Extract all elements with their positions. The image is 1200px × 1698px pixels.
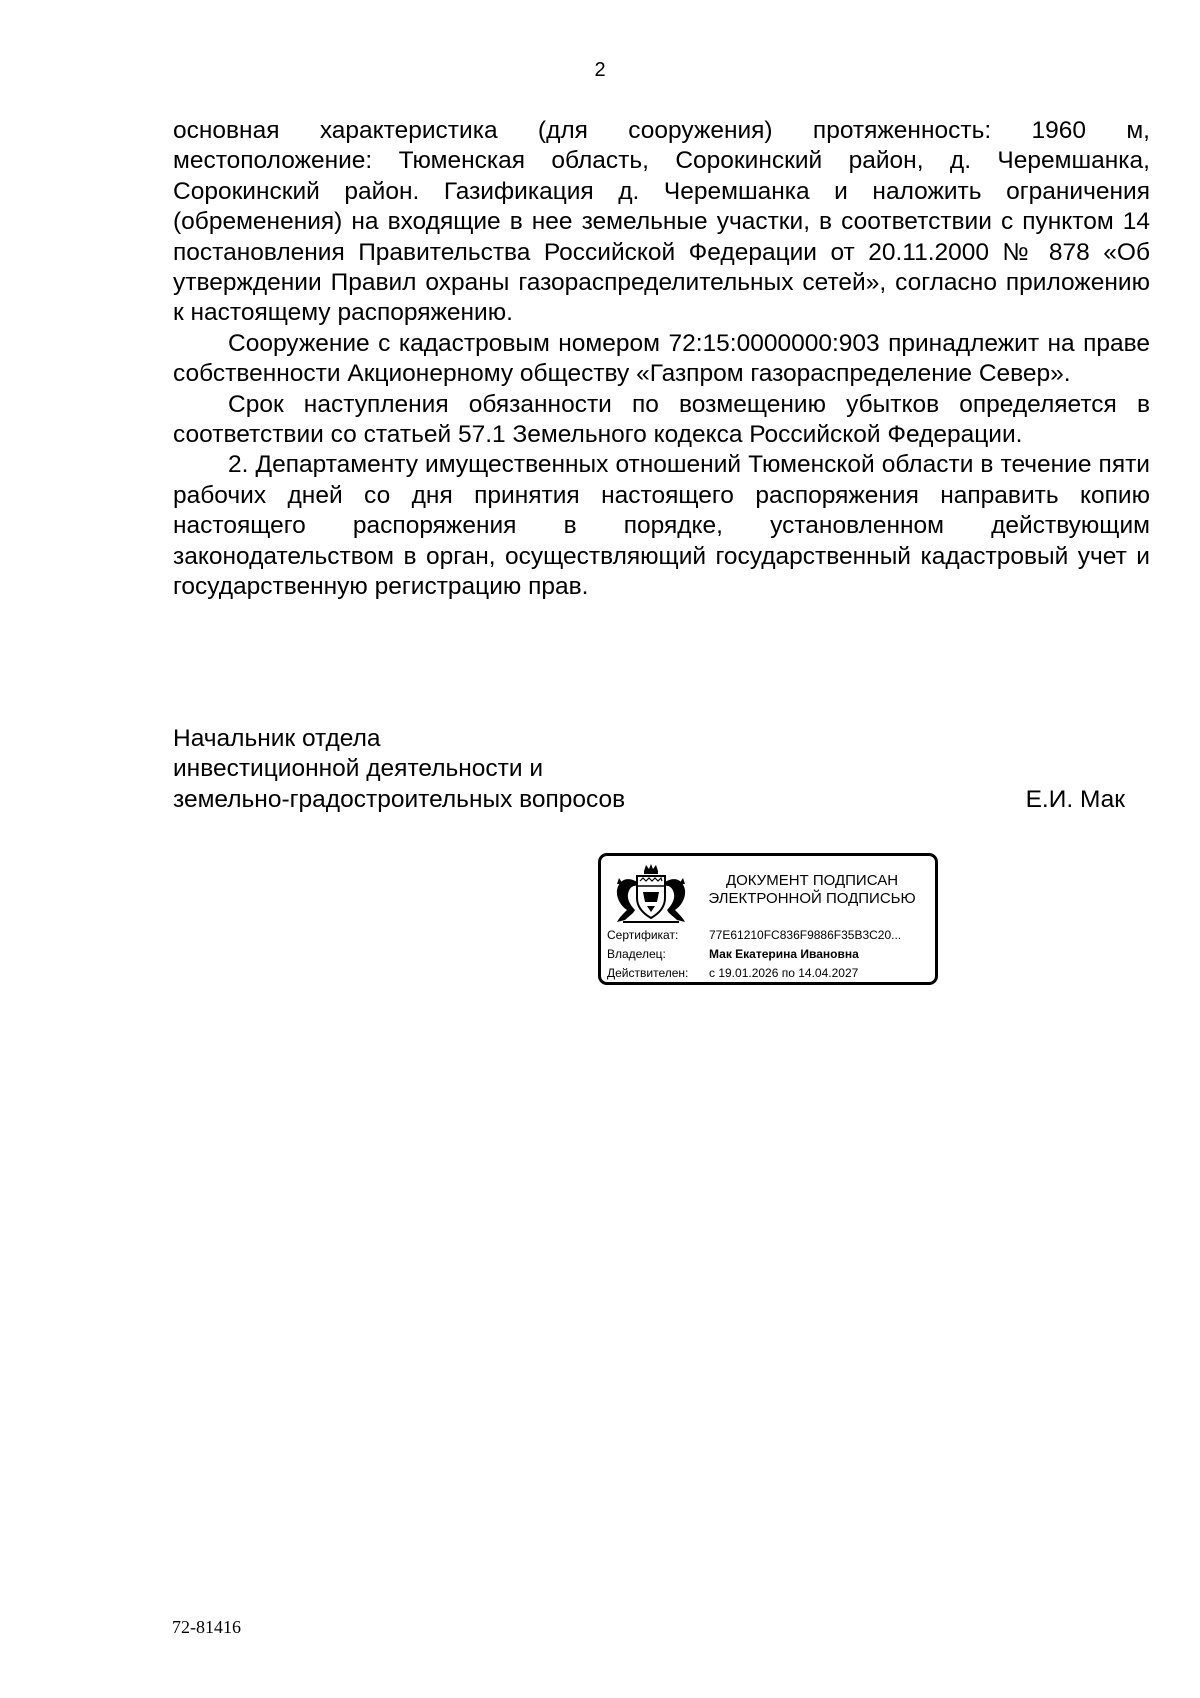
signer-title-line-2: инвестиционной деятельности и [173,755,544,783]
stamp-validity-label: Действителен: [607,966,689,980]
stamp-certificate-row [607,926,937,945]
paragraph-compensation-term: Срок наступления обязанности по возмещению убытков определяется в соответствии со статьей 57.1 Земельного кодекса Российской Федерации. [173,390,1150,449]
stamp-heading-line-2: ЭЛЕКТРОННОЙ ПОДПИСЬЮ [708,890,916,907]
stamp-validity-row [607,964,937,983]
page-number: 2 [594,59,606,81]
stamp-heading [697,872,927,908]
signer-title-line-3: земельно-градостроительных вопросов [173,785,626,813]
stamp-owner-label: Владелец: [607,947,666,961]
stamp-heading-line-1: ДОКУМЕНТ ПОДПИСАН [725,872,899,889]
stamp-certificate-value: 77E61210FC836F9886F35B3C20... [709,928,902,942]
stamp-owner-value: Мак Екатерина Ивановна [709,947,859,961]
signer-name: Е.И. Мак [1025,785,1125,813]
stamp-details [607,926,937,983]
document-body [173,116,1150,603]
paragraph-continuation: основная характеристика (для сооружения) протяженность: 1960 м, местоположение: Тюменская область, Сорокинский район, д. Черемшанка, Сорокинский район. Газификация д. Черемшанка и наложить ограничения (обременения) на входящие в нее земельные участки, в соответствии с пунктом 14 постановления Правительства Российской Федерации от 20.11.2000 № 878 «Об утверждении Правил охраны газораспределительных сетей», согласно приложению к настоящему распоряжению. [173,117,1150,327]
stamp-validity-value: с 19.01.2026 по 14.04.2027 [709,966,859,980]
stamp-owner-row [607,945,937,964]
paragraph-ownership: Сооружение с кадастровым номером 72:15:0000000:903 принадлежит на праве собственности Акционерному обществу «Газпром газораспределение Север». [173,329,1150,388]
electronic-signature-stamp [598,853,938,985]
signature-block [173,724,1125,815]
signer-title-line-1: Начальник отдела [173,725,381,752]
paragraph-item-2: 2. Департаменту имущественных отношений Тюменской области в течение пяти рабочих дней со дня принятия настоящего распоряжения направить копию настоящего распоряжения в порядке, установленном действующим законодательством в орган, осуществляющий государственный кадастровый учет и государственную регистрацию прав. [173,451,1150,601]
tyumen-coat-of-arms-icon [613,862,689,926]
stamp-certificate-label: Сертификат: [607,928,679,942]
document-code: 72-81416 [172,1617,241,1637]
